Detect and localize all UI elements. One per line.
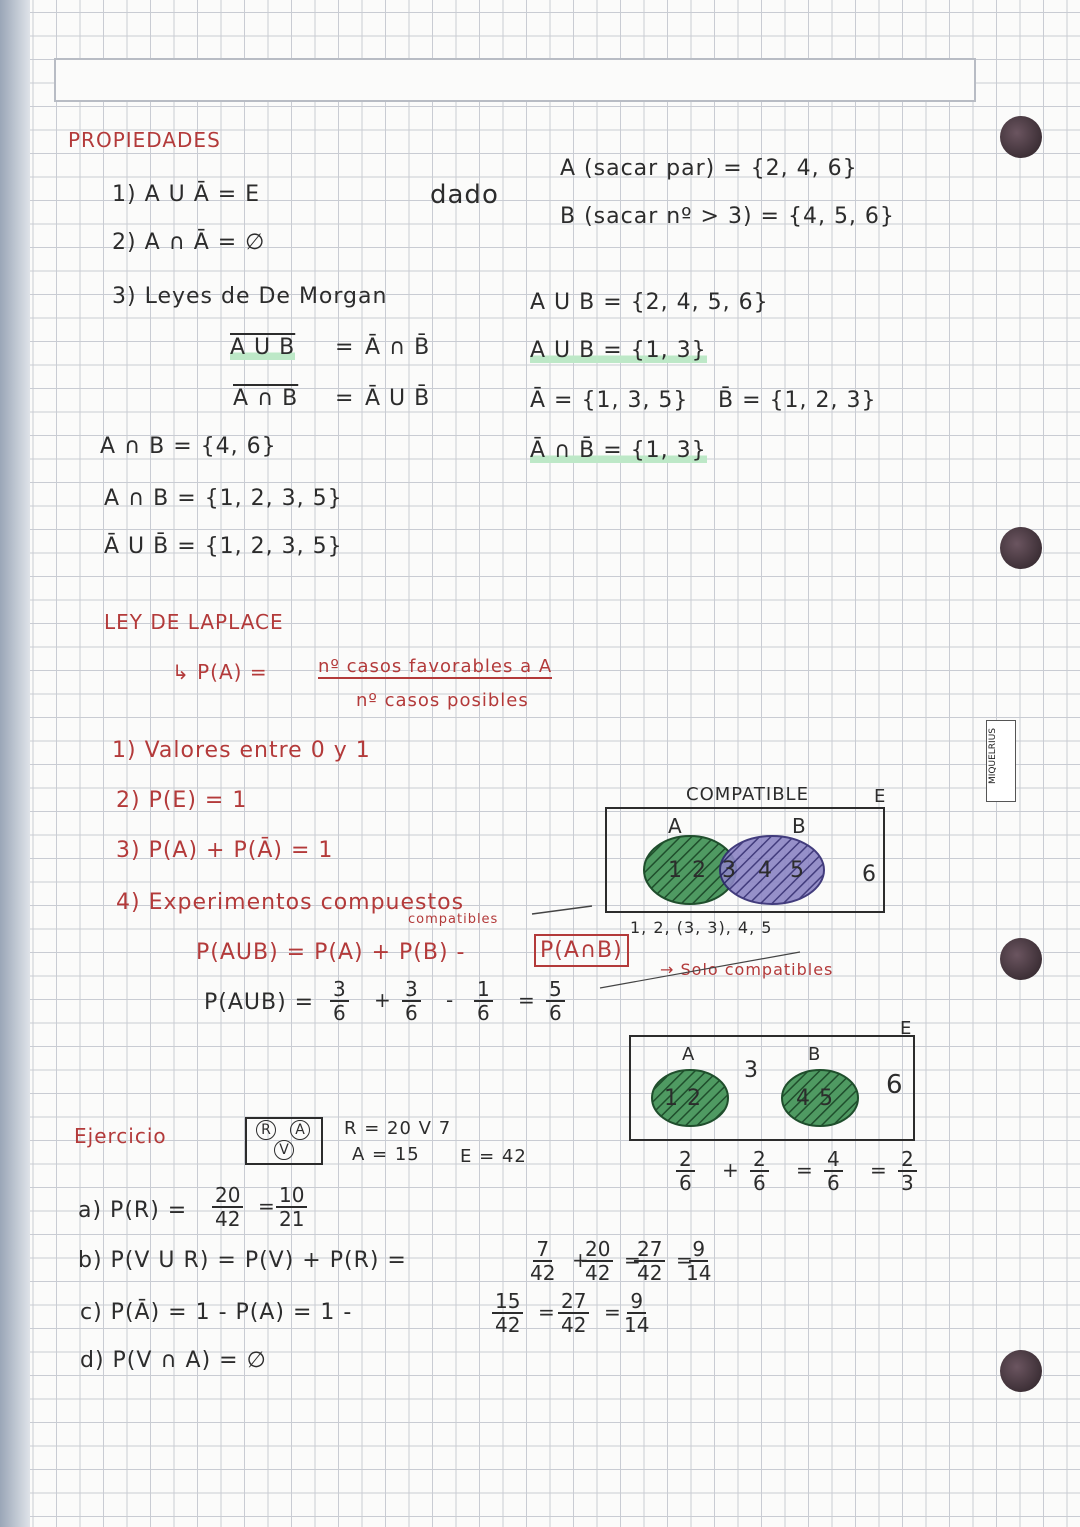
aub: A U B = {2, 4, 5, 6} bbox=[530, 290, 769, 315]
formula-lhs: P(AUB) = P(A) + P(B) - bbox=[196, 940, 466, 965]
venn2-middle: 3 bbox=[744, 1058, 759, 1083]
laplace-l2: 2) P(E) = 1 bbox=[116, 788, 248, 813]
fraction bbox=[824, 1148, 843, 1194]
morgan-1-eq: = bbox=[335, 335, 355, 360]
fraction-numerator: 20 bbox=[582, 1238, 613, 1262]
operator: + bbox=[722, 1158, 740, 1182]
morgan-2-right: Ā U B̄ bbox=[365, 386, 431, 411]
fraction bbox=[634, 1238, 665, 1284]
fraction-numerator: 9 bbox=[689, 1238, 708, 1262]
fraction-denominator: 42 bbox=[495, 1313, 521, 1337]
fraction-denominator: 6 bbox=[549, 1001, 562, 1025]
set-b: B (sacar nº > 3) = {4, 5, 6} bbox=[560, 204, 895, 229]
fraction-numerator: 1 bbox=[474, 978, 493, 1002]
brand-label: MIQUELRIUS bbox=[988, 728, 998, 784]
fraction-numerator: 9 bbox=[627, 1290, 646, 1314]
morgan-1-left: A U B bbox=[230, 335, 296, 360]
ejercicio-d: d) P(V ∩ A) = ∅ bbox=[80, 1348, 267, 1373]
operator: = bbox=[676, 1248, 694, 1272]
operator: = bbox=[604, 1300, 622, 1324]
nota-or-notb: Ā U B̄ = {1, 2, 3, 5} bbox=[104, 534, 343, 559]
fraction-denominator: 6 bbox=[333, 1001, 346, 1025]
venn2-label-a: A bbox=[682, 1044, 696, 1065]
venn2-outside: 6 bbox=[886, 1070, 904, 1100]
operator: + bbox=[572, 1248, 590, 1272]
venn1-label-a: A bbox=[668, 814, 683, 838]
operator: + bbox=[374, 988, 392, 1012]
operator: = bbox=[796, 1158, 814, 1182]
prop-3: 3) Leyes de De Morgan bbox=[112, 284, 388, 309]
fraction-denominator: 6 bbox=[477, 1001, 490, 1025]
nota-and-notb: Ā ∩ B̄ = {1, 3} bbox=[530, 438, 707, 463]
fraction-numerator: 2 bbox=[750, 1148, 769, 1172]
fraction-numerator: 3 bbox=[402, 978, 421, 1002]
ejercicio-b-lhs: b) P(V U R) = P(V) + P(R) = bbox=[78, 1248, 407, 1273]
fraction-numerator: 4 bbox=[824, 1148, 843, 1172]
fraction-denominator: 14 bbox=[624, 1313, 650, 1337]
fraction bbox=[212, 1184, 243, 1230]
arrow-1 bbox=[532, 906, 592, 914]
venn2-label-b: B bbox=[808, 1044, 822, 1065]
fraction-denominator: 42 bbox=[637, 1261, 663, 1285]
fraction-numerator: 27 bbox=[634, 1238, 665, 1262]
laplace-l3: 3) P(A) + P(Ā) = 1 bbox=[116, 838, 334, 863]
laplace-l4: 4) Experimentos compuestos bbox=[116, 890, 465, 915]
fraction bbox=[582, 1238, 613, 1284]
set-a: A (sacar par) = {2, 4, 6} bbox=[560, 156, 858, 181]
solo-note: → Solo compatibles bbox=[660, 960, 834, 979]
arrow-2 bbox=[600, 952, 800, 988]
example-lhs: P(AUB) = bbox=[204, 990, 315, 1015]
ejercicio-title: Ejercicio bbox=[74, 1124, 167, 1148]
ejercicio-info1: R = 20 V 7 bbox=[344, 1118, 452, 1139]
fraction bbox=[686, 1238, 711, 1284]
not-aub: A U B = {1, 3} bbox=[530, 338, 707, 363]
ball-label: R bbox=[256, 1120, 276, 1140]
venn2-universe-label: E bbox=[900, 1018, 913, 1039]
fraction-denominator: 42 bbox=[530, 1261, 556, 1285]
venn2-a-elems: 1 2 bbox=[664, 1086, 702, 1111]
fraction bbox=[898, 1148, 917, 1194]
fraction-denominator: 6 bbox=[753, 1171, 766, 1195]
laplace-num: nº casos favorables a A bbox=[318, 656, 553, 677]
laplace-title: LEY DE LAPLACE bbox=[104, 610, 284, 634]
venn1-element: 2 bbox=[692, 858, 707, 883]
not-b: B̄ = {1, 2, 3} bbox=[718, 388, 877, 413]
operator: = bbox=[258, 1194, 276, 1218]
venn1-title: COMPATIBLE bbox=[686, 784, 809, 805]
fraction-denominator: 3 bbox=[901, 1171, 914, 1195]
fraction-numerator: 10 bbox=[276, 1184, 307, 1208]
fraction-denominator: 42 bbox=[585, 1261, 611, 1285]
fraction bbox=[492, 1290, 523, 1336]
ball-label: V bbox=[274, 1140, 294, 1160]
morgan-1-right: Ā ∩ B̄ bbox=[365, 335, 431, 360]
fraction-numerator: 15 bbox=[492, 1290, 523, 1314]
prop-1: 1) A U Ā = E bbox=[112, 182, 261, 207]
venn1-sequence: 1, 2, (3, 3), 4, 5 bbox=[630, 918, 773, 937]
fraction bbox=[558, 1290, 589, 1336]
venn1-label-b: B bbox=[792, 814, 807, 838]
fraction-denominator: 42 bbox=[215, 1207, 241, 1231]
fraction bbox=[276, 1184, 307, 1230]
venn1-element: 1 bbox=[668, 858, 683, 883]
operator: = bbox=[624, 1248, 642, 1272]
section-title: PROPIEDADES bbox=[68, 128, 221, 152]
not-a: Ā = {1, 3, 5} bbox=[530, 388, 689, 413]
laplace-den: nº casos posibles bbox=[356, 690, 529, 711]
ball-label: A bbox=[290, 1120, 310, 1140]
ejercicio-a-lhs: a) P(R) = bbox=[78, 1198, 188, 1223]
fraction-numerator: 27 bbox=[558, 1290, 589, 1314]
fraction-numerator: 7 bbox=[533, 1238, 552, 1262]
compat-note: compatibles bbox=[408, 912, 499, 927]
venn1-element: 3 bbox=[722, 858, 737, 883]
venn1-element: 6 bbox=[862, 862, 877, 887]
fraction-numerator: 5 bbox=[546, 978, 565, 1002]
formula-box: P(A∩B) bbox=[534, 934, 629, 967]
operator: = bbox=[870, 1158, 888, 1182]
venn2-b-elems: 4 5 bbox=[796, 1086, 834, 1111]
ejercicio-info3: E = 42 bbox=[460, 1146, 527, 1167]
venn1-universe-label: E bbox=[874, 786, 887, 807]
not-anb: A ∩ B = {1, 2, 3, 5} bbox=[104, 486, 343, 511]
laplace-lhs: ↳ P(A) = bbox=[172, 660, 268, 684]
fraction bbox=[750, 1148, 769, 1194]
fraction-denominator: 6 bbox=[827, 1171, 840, 1195]
anb: A ∩ B = {4, 6} bbox=[100, 434, 277, 459]
morgan-2-eq: = bbox=[335, 386, 355, 411]
operator: = bbox=[538, 1300, 556, 1324]
prop-2: 2) A ∩ Ā = ∅ bbox=[112, 230, 266, 255]
fraction-numerator: 20 bbox=[212, 1184, 243, 1208]
fraction bbox=[530, 1238, 555, 1284]
laplace-l1: 1) Valores entre 0 y 1 bbox=[112, 738, 371, 763]
fraction-denominator: 6 bbox=[679, 1171, 692, 1195]
ejercicio-info2: A = 15 bbox=[352, 1144, 420, 1165]
dado-label: dado bbox=[430, 180, 499, 210]
fraction-denominator: 21 bbox=[279, 1207, 305, 1231]
fraction bbox=[624, 1290, 649, 1336]
morgan-2-left: A ∩ B bbox=[233, 386, 299, 411]
fraction-numerator: 2 bbox=[898, 1148, 917, 1172]
ejercicio-c-lhs: c) P(Ā) = 1 - P(A) = 1 - bbox=[80, 1300, 353, 1325]
fraction-denominator: 6 bbox=[405, 1001, 418, 1025]
fraction-denominator: 42 bbox=[561, 1313, 587, 1337]
fraction-denominator: 14 bbox=[686, 1261, 712, 1285]
fraction-numerator: 3 bbox=[330, 978, 349, 1002]
fraction-numerator: 2 bbox=[676, 1148, 695, 1172]
fraction bbox=[676, 1148, 695, 1194]
venn1-element: 4 bbox=[758, 858, 773, 883]
venn1-element: 5 bbox=[790, 858, 805, 883]
operator: = bbox=[518, 988, 536, 1012]
operator: - bbox=[446, 988, 455, 1012]
